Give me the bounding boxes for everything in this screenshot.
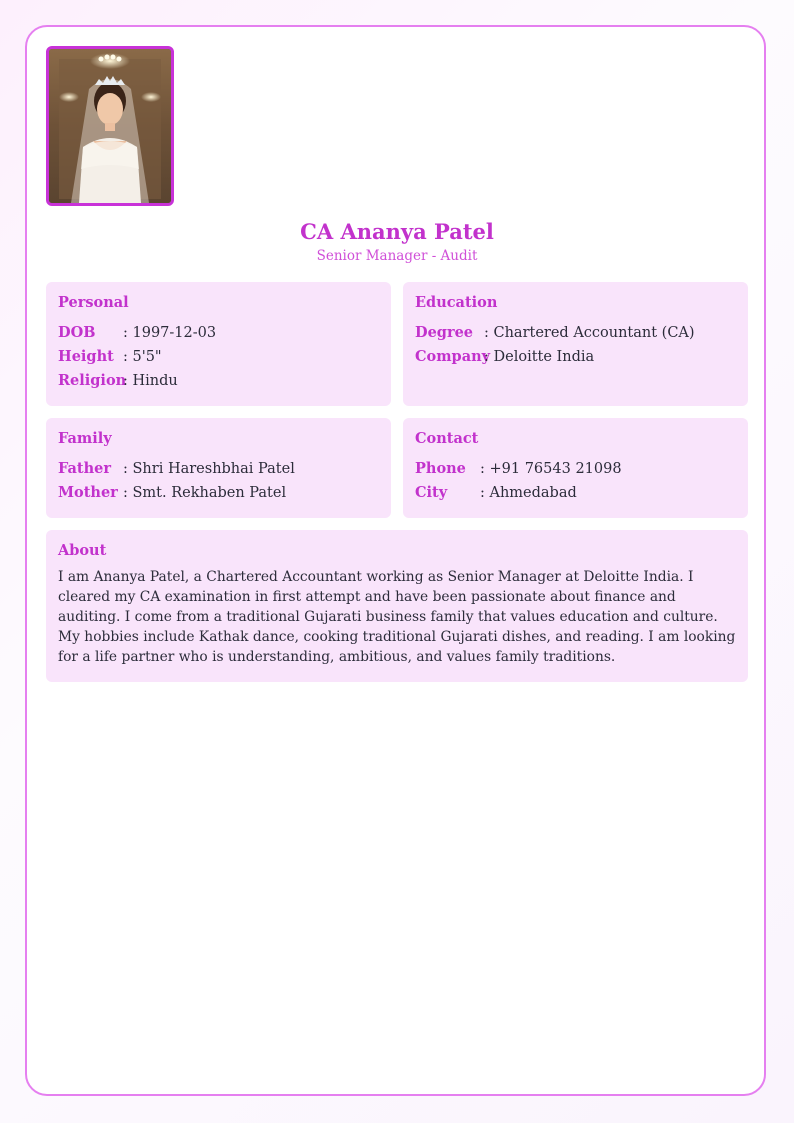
- personal-title: Personal: [58, 294, 129, 311]
- contact-section: [403, 418, 748, 518]
- company-value: : Deloitte India: [484, 349, 595, 365]
- degree-value: : Chartered Accountant (CA): [484, 325, 695, 341]
- mother-label: Mother: [58, 484, 118, 501]
- city-label: City: [415, 484, 448, 501]
- city-value: : Ahmedabad: [480, 485, 577, 501]
- phone-value[interactable]: : +91 76543 21098: [480, 461, 622, 477]
- religion-label: Religion: [58, 372, 127, 389]
- company-row: [415, 345, 736, 369]
- father-label: Father: [58, 460, 112, 477]
- mother-row: [58, 481, 379, 505]
- personal-section: [46, 282, 391, 406]
- bride-portrait-image: [49, 49, 171, 203]
- religion-value: : Hindu: [123, 373, 178, 389]
- degree-row: [415, 321, 736, 345]
- profile-name: CA Ananya Patel: [300, 219, 494, 244]
- company-label: Company: [415, 348, 491, 365]
- about-section: [46, 530, 748, 682]
- about-title: About: [58, 542, 107, 559]
- about-text: I am Ananya Patel, a Chartered Accountant working as Senior Manager at Deloitte India. I cleared my CA examination in first attempt and have been passionate about finance and auditing. I come from a traditional Gujarati business family that values education and culture. My hobbies include Kathak dance, cooking traditional Gujarati dishes, and reading. I am looking for a life partner who is understanding, ambitious, and values family traditions.: [58, 569, 736, 665]
- profile-photo: [46, 46, 174, 206]
- degree-label: Degree: [415, 324, 474, 341]
- father-row: [58, 457, 379, 481]
- education-section: [403, 282, 748, 406]
- family-section: [46, 418, 391, 518]
- contact-title: Contact: [415, 430, 479, 447]
- phone-row: [415, 457, 736, 481]
- dob-value: : 1997-12-03: [123, 325, 217, 341]
- height-value: : 5'5": [123, 349, 162, 365]
- phone-label: Phone: [415, 460, 466, 477]
- mother-value: : Smt. Rekhaben Patel: [123, 485, 287, 501]
- religion-row: [58, 369, 379, 393]
- height-label: Height: [58, 348, 114, 365]
- city-row: [415, 481, 736, 505]
- dob-label: DOB: [58, 324, 96, 341]
- dob-row: [58, 321, 379, 345]
- height-row: [58, 345, 379, 369]
- profile-subtitle: Senior Manager - Audit: [316, 248, 478, 264]
- family-title: Family: [58, 430, 112, 447]
- father-value: : Shri Hareshbhai Patel: [123, 461, 295, 477]
- education-title: Education: [415, 294, 498, 311]
